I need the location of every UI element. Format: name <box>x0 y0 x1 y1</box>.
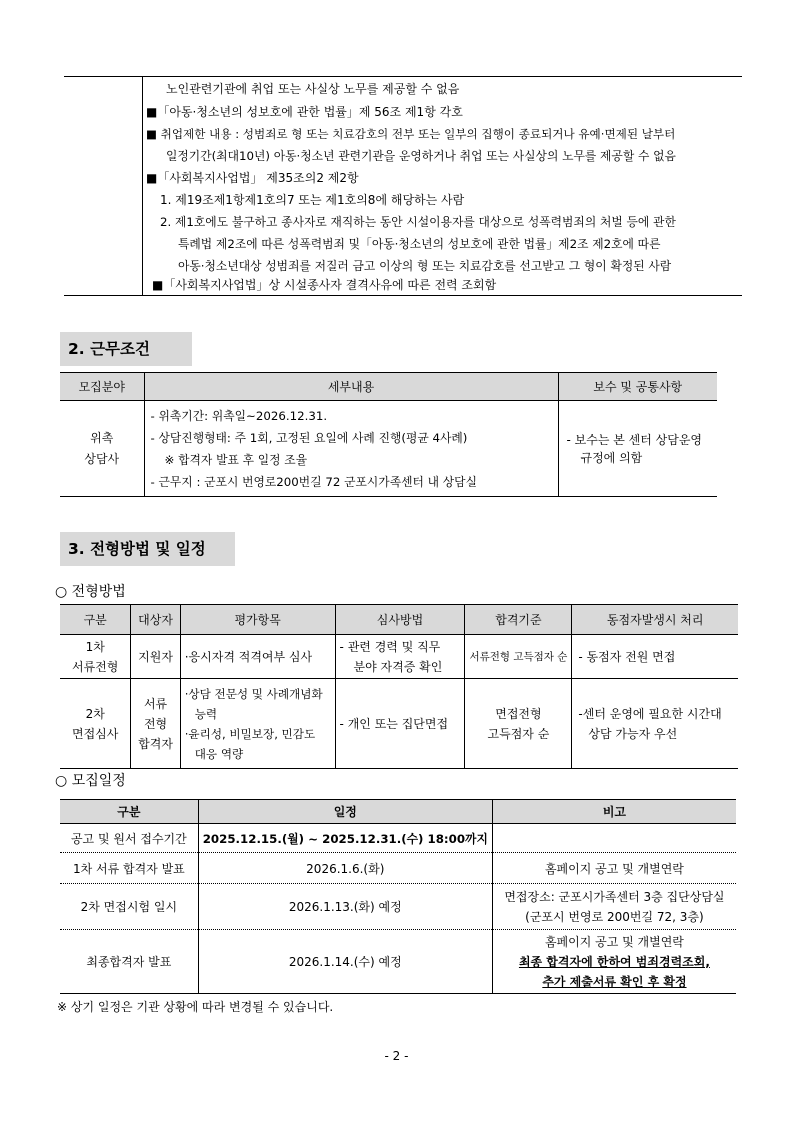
row1-type-1: 1차 <box>85 639 105 654</box>
method-header-how: 심사방법 <box>335 605 465 635</box>
section-2-heading: 2. 근무조건 <box>60 332 192 366</box>
schedule-row1-date: 2025.12.15.(월) ~ 2025.12.31.(수) 18:00까지 <box>198 824 492 853</box>
row1-pass <box>465 635 572 679</box>
top-section-divider <box>142 77 143 295</box>
schedule-header-date: 일정 <box>198 800 492 824</box>
work-conditions-table <box>60 372 717 497</box>
row2-pass-1: 면접전형 <box>495 706 542 721</box>
row2-items-2: 능력 <box>194 706 218 721</box>
row1-how <box>335 635 465 679</box>
field-line-1: 위촉 <box>90 430 114 445</box>
schedule-row2-name: 1차 서류 합격자 발표 <box>60 853 198 884</box>
top-line-1: 노인관련기관에 취업 또는 사실상 노무를 제공할 수 없음 <box>166 82 460 96</box>
method-header-tie: 동점자발생시 처리 <box>572 605 738 635</box>
top-line-5: ■「사회복지사업법」 제35조의2 제2항 <box>146 171 359 185</box>
schedule-row3-note-1: 면접장소: 군포시가족센터 3층 집단상담실 <box>504 889 725 904</box>
row1-target-1: 지원자 <box>138 649 173 664</box>
header-field: 모집분야 <box>60 373 144 401</box>
pay-cell <box>558 401 717 497</box>
row1-pass-1: 서류전형 고득점자 순 <box>469 650 568 663</box>
schedule-row4-name: 최종합격자 발표 <box>60 930 198 994</box>
row1-type-2: 서류전형 <box>72 659 119 674</box>
detail-2: - 상담진행형태: 주 1회, 고정된 요일에 사례 진행(평균 4사례) <box>150 430 468 445</box>
method-header-items: 평가항목 <box>180 605 335 635</box>
detail-4: - 근무지 : 군포시 번영로200번길 72 군포시가족센터 내 상담실 <box>150 474 477 489</box>
top-line-3: ■ 취업제한 내용 : 성범죄로 형 또는 치료감호의 전부 또는 일부의 집행이 종료되거나 유예·면제된 날부터 <box>146 127 676 141</box>
schedule-row4-note-1: 홈페이지 공고 및 개별연락 <box>544 934 684 949</box>
row2-how <box>335 679 465 769</box>
schedule-row4-note-2: 최종 합격자에 한하여 범죄경력조회, <box>518 954 710 969</box>
table-row <box>60 679 738 769</box>
row2-items <box>180 679 335 769</box>
row1-items-1: ·응시자격 적격여부 심사 <box>184 649 313 664</box>
table-row <box>60 930 736 994</box>
schedule-row1-name: 공고 및 원서 접수기간 <box>60 824 198 853</box>
schedule-row3-date: 2026.1.13.(화) 예정 <box>198 884 492 930</box>
schedule-row2-note: 홈페이지 공고 및 개별연락 <box>492 853 736 884</box>
row2-tie <box>572 679 738 769</box>
pay-line-1: - 보수는 본 센터 상담운영 <box>566 432 703 447</box>
row2-target <box>131 679 180 769</box>
row2-type-1: 2차 <box>85 706 105 721</box>
schedule-row2-date: 2026.1.6.(화) <box>198 853 492 884</box>
row1-target <box>131 635 180 679</box>
row2-pass <box>465 679 572 769</box>
schedule-header-note: 비고 <box>492 800 736 824</box>
details-cell <box>144 401 558 497</box>
top-line-6: 1. 제19조제1항제1호의7 또는 제1호의8에 해당하는 사람 <box>160 193 465 207</box>
schedule-table <box>60 799 736 994</box>
table-row <box>60 884 736 930</box>
row2-items-3: ·윤리성, 비밀보장, 민감도 <box>184 726 316 741</box>
schedule-row3-name: 2차 면접시험 일시 <box>60 884 198 930</box>
top-line-7: 2. 제1호에도 불구하고 종사자로 재직하는 동안 시설이용자를 대상으로 성폭력범죄의 처벌 등에 관한 <box>160 215 676 229</box>
footnote: ※ 상기 일정은 기관 상황에 따라 변경될 수 있습니다. <box>57 1000 334 1014</box>
schedule-subtitle: ○ 모집일정 <box>55 773 126 789</box>
field-line-2: 상담사 <box>84 451 120 466</box>
top-line-4: 일정기간(최대10년) 아동·청소년 관련기관을 운영하거나 취업 또는 사실상의 노무를 제공할 수 없음 <box>166 149 676 163</box>
row2-items-4: 대응 역량 <box>194 746 244 761</box>
top-line-10: ■「사회복지사업법」상 시설종사자 결격사유에 따른 전력 조회함 <box>152 278 497 292</box>
schedule-row4-note-3: 추가 제출서류 확인 후 확정 <box>542 974 687 989</box>
page-number: - 2 - <box>384 1049 409 1063</box>
row2-type-2: 면접심사 <box>72 726 119 741</box>
top-line-8: 특례법 제2조에 따른 성폭력범죄 및「아동·청소년의 성보호에 관한 법률」제2조 제2호에 따른 <box>178 237 661 251</box>
schedule-header-name: 구분 <box>60 800 198 824</box>
section-3-heading: 3. 전형방법 및 일정 <box>60 532 235 566</box>
top-line-9: 아동·청소년대상 성범죄를 저질러 금고 이상의 형 또는 치료감호를 선고받고 그 형이 확정된 사람 <box>178 259 672 273</box>
schedule-row3-note-2: (군포시 번영로 200번길 72, 3층) <box>525 909 704 924</box>
table-row <box>60 635 738 679</box>
row2-type <box>60 679 131 769</box>
row1-tie-1: - 동점자 전원 면접 <box>578 649 676 664</box>
row2-target-1: 서류 <box>143 696 168 711</box>
row2-target-2: 전형 <box>143 716 168 731</box>
table-row <box>60 853 736 884</box>
row1-how-2: 분야 자격증 확인 <box>353 659 443 674</box>
row2-tie-2: 상담 가능자 우선 <box>588 726 678 741</box>
row2-pass-2: 고득점자 순 <box>487 726 550 741</box>
row1-items <box>180 635 335 679</box>
table-row <box>60 824 736 853</box>
row2-tie-1: -센터 운영에 필요한 시간대 <box>578 706 722 721</box>
row1-tie <box>572 635 738 679</box>
row1-how-1: - 관련 경력 및 직무 <box>339 639 441 654</box>
row2-items-1: ·상담 전문성 및 사례개념화 <box>184 686 323 701</box>
method-subtitle: ○ 전형방법 <box>55 584 126 600</box>
field-cell <box>60 401 144 497</box>
row2-how-1: - 개인 또는 집단면접 <box>339 716 449 731</box>
detail-1: - 위촉기간: 위촉일~2026.12.31. <box>150 408 328 423</box>
method-header-pass: 합격기준 <box>465 605 572 635</box>
header-details: 세부내용 <box>144 373 558 401</box>
schedule-row4-note <box>492 930 736 994</box>
schedule-row3-note <box>492 884 736 930</box>
row2-target-3: 합격자 <box>138 736 173 751</box>
row1-type <box>60 635 131 679</box>
detail-3: ※ 합격자 발표 후 일정 조율 <box>164 452 308 467</box>
schedule-row4-date: 2026.1.14.(수) 예정 <box>198 930 492 994</box>
header-pay: 보수 및 공통사항 <box>558 373 717 401</box>
pay-line-2: 규정에 의함 <box>580 450 643 465</box>
schedule-row1-note <box>492 824 736 853</box>
top-line-2: ■「아동·청소년의 성보호에 관한 법률」제 56조 제1항 각호 <box>146 105 463 119</box>
method-header-type: 구분 <box>60 605 131 635</box>
method-table <box>60 604 738 769</box>
method-header-target: 대상자 <box>131 605 180 635</box>
